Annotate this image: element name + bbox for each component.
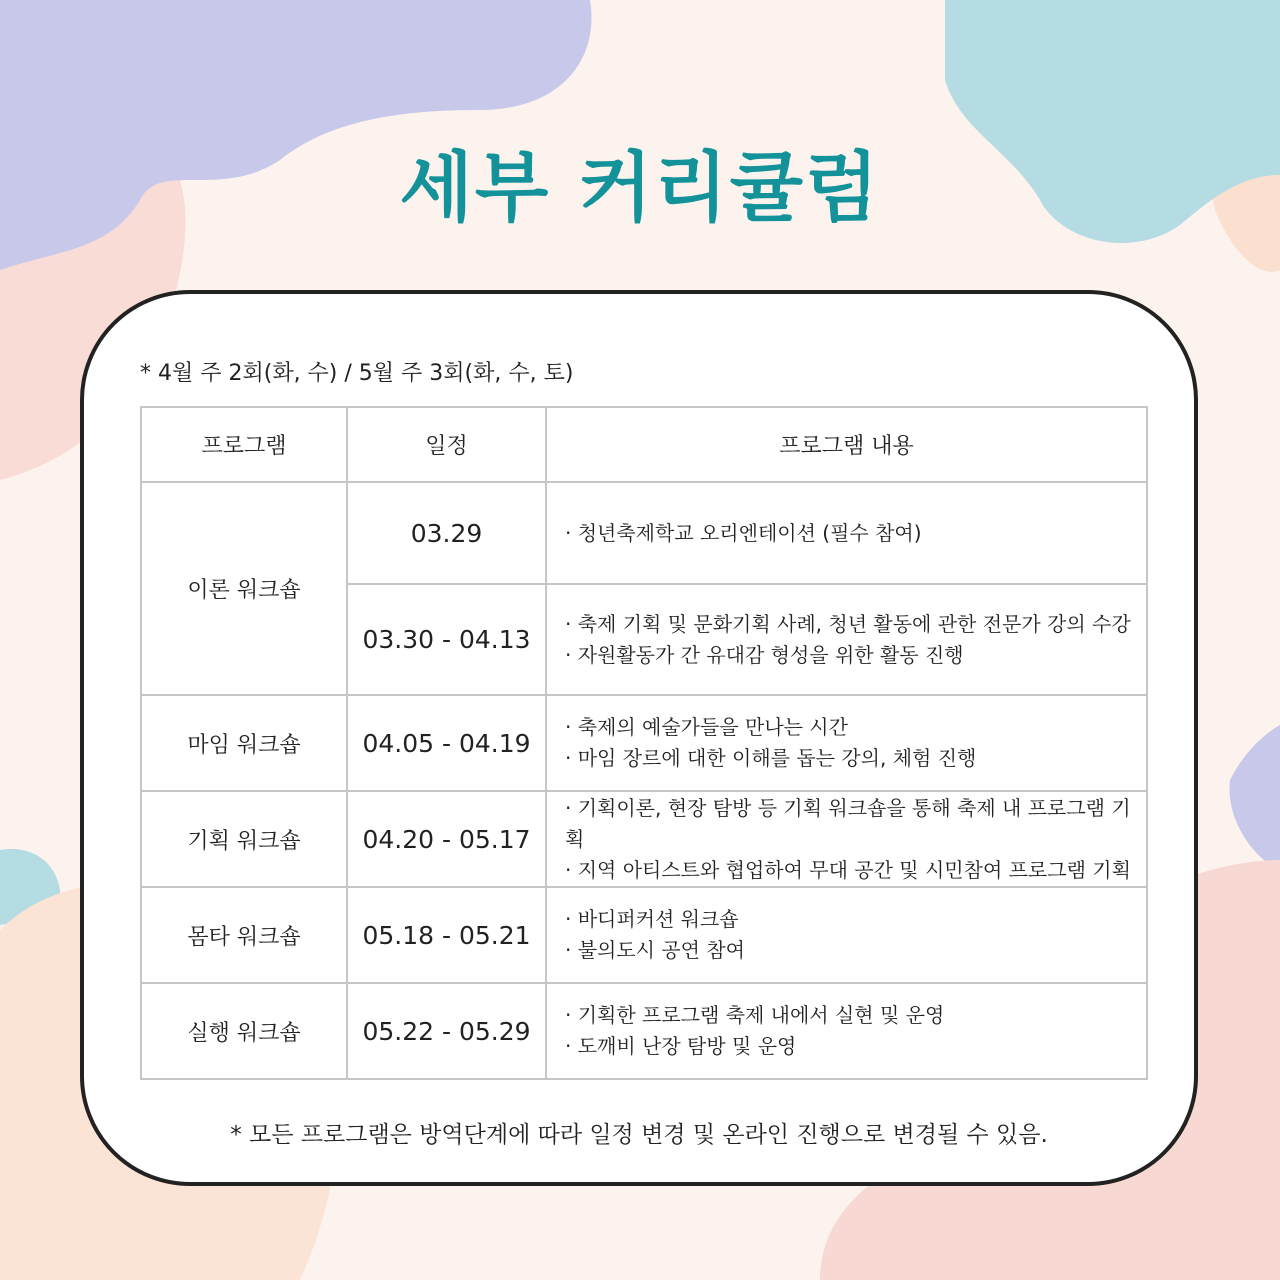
header-program: 프로그램 bbox=[141, 407, 347, 482]
program-cell: 실행 워크숍 bbox=[141, 983, 347, 1079]
content-line: · 도깨비 난장 탐방 및 운영 bbox=[565, 1034, 797, 1058]
content-line: · 자원활동가 간 유대감 형성을 위한 활동 진행 bbox=[565, 642, 964, 667]
schedule-note: * 4월 주 2회(화, 수) / 5월 주 3회(화, 수, 토) bbox=[140, 361, 574, 386]
content-cell bbox=[546, 887, 1147, 983]
content-cell bbox=[546, 695, 1147, 791]
header-date: 일정 bbox=[347, 407, 546, 482]
content-line: · 축제의 예술가들을 만나는 시간 bbox=[565, 715, 848, 739]
table-header-row bbox=[141, 407, 1147, 482]
table-row bbox=[141, 791, 1147, 887]
footer-note: * 모든 프로그램은 방역단계에 따라 일정 변경 및 온라인 진행으로 변경될 수 있음. bbox=[230, 1122, 1048, 1148]
content-line: · 불의도시 공연 참여 bbox=[565, 938, 745, 962]
program-cell: 몸타 워크숍 bbox=[141, 887, 347, 983]
table-row bbox=[141, 983, 1147, 1079]
program-cell: 마임 워크숍 bbox=[141, 695, 347, 791]
program-cell: 이론 워크숍 bbox=[141, 482, 347, 695]
date-cell: 04.05 - 04.19 bbox=[347, 695, 546, 791]
blob-lavender-right bbox=[1229, 725, 1280, 870]
content-cell bbox=[546, 584, 1147, 695]
date-cell: 04.20 - 05.17 bbox=[347, 791, 546, 887]
curriculum-table bbox=[140, 406, 1148, 1080]
table-row bbox=[141, 482, 1147, 584]
curriculum-card bbox=[80, 290, 1198, 1186]
date-cell: 03.30 - 04.13 bbox=[347, 584, 546, 695]
content-cell bbox=[546, 791, 1147, 887]
content-line: · 마임 장르에 대한 이해를 돕는 강의, 체험 진행 bbox=[565, 746, 977, 770]
content-line: · 기획이론, 현장 탐방 등 기획 워크숍을 통해 축제 내 프로그램 기획 bbox=[565, 795, 1131, 851]
program-cell: 기획 워크숍 bbox=[141, 791, 347, 887]
content-line: · 지역 아티스트와 협업하여 무대 공간 및 시민참여 프로그램 기획 bbox=[565, 857, 1131, 882]
content-cell bbox=[546, 482, 1147, 584]
page-title: 세부 커리큘럼 bbox=[399, 143, 881, 232]
content-cell bbox=[546, 983, 1147, 1079]
date-cell: 05.22 - 05.29 bbox=[347, 983, 546, 1079]
header-content: 프로그램 내용 bbox=[546, 407, 1147, 482]
date-cell: 05.18 - 05.21 bbox=[347, 887, 546, 983]
table-row bbox=[141, 695, 1147, 791]
content-line: · 축제 기획 및 문화기획 사례, 청년 활동에 관한 전문가 강의 수강 bbox=[565, 611, 1131, 636]
table-row bbox=[141, 887, 1147, 983]
date-cell: 03.29 bbox=[347, 482, 546, 584]
content-line: · 바디퍼커션 워크숍 bbox=[565, 907, 739, 931]
content-line: · 기획한 프로그램 축제 내에서 실현 및 운영 bbox=[565, 1003, 945, 1027]
content-line: · 청년축제학교 오리엔테이션 (필수 참여) bbox=[565, 520, 922, 545]
